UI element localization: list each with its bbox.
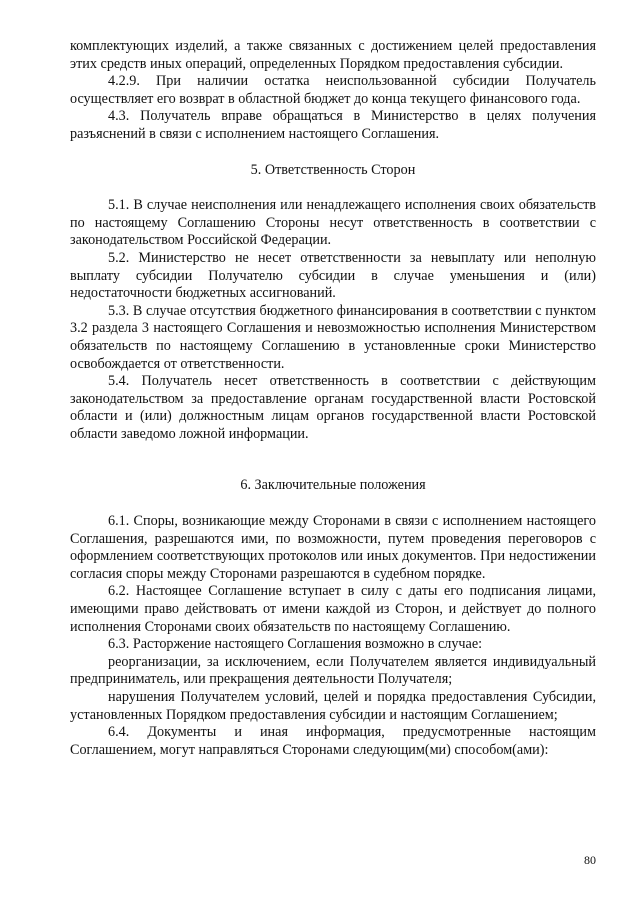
paragraph-6-3-item-violation: нарушения Получателем условий, целей и порядка предоставления Субсидии, установленных Порядком предоставления субсидии и настоящим Соглашением;	[70, 689, 596, 723]
paragraph-6-3-item-reorganization: реорганизации, за исключением, если Получателем является индивидуальный предприниматель, или прекращения деятельности Получателя;	[70, 653, 596, 688]
paragraph-continuation: комплектующих изделий, а также связанных с достижением целей предоставления этих средств иных операций, определенных Порядком предоставления субсидии.	[70, 38, 596, 72]
page-content	[70, 38, 596, 759]
paragraph-5-3: 5.3. В случае отсутствия бюджетного финансирования в соответствии с пунктом 3.2 раздела 3 настоящего Соглашения и невозможностью исполнения Министерством обязательств по настоящему Соглашению в установленные сроки Министерство освобождается от ответственности.	[70, 302, 596, 372]
paragraph-6-1: 6.1. Споры, возникающие между Сторонами в связи с исполнением настоящего Соглашения, разрешаются ими, по возможности, путем проведения переговоров с оформлением соответствующих протоколов или иных документов. При недостижении согласия споры между Сторонами разрешаются в судебном порядке.	[70, 513, 596, 582]
paragraph-4-3: 4.3. Получатель вправе обращаться в Министерство в целях получения разъяснений в связи с исполнением настоящего Соглашения.	[70, 108, 596, 142]
paragraph-5-4: 5.4. Получатель несет ответственность в соответствии с действующим законодательством за предоставление органам государственной власти Ростовской области и (или) должностным лицам органов государственной власти Ростовской области заведомо ложной информации.	[70, 373, 596, 442]
section-6-heading: 6. Заключительные положения	[240, 477, 426, 494]
paragraph-6-4: 6.4. Документы и иная информация, предусмотренные настоящим Соглашением, могут направляться Сторонами следующим(ми) способом(ами):	[70, 724, 596, 758]
section-5-heading: 5. Ответственность Сторон	[250, 161, 416, 178]
paragraph-6-3: 6.3. Расторжение настоящего Соглашения возможно в случае:	[108, 636, 483, 653]
paragraph-5-2: 5.2. Министерство не несет ответственности за невыплату или неполную выплату субсидии Получателю субсидии в случае уменьшения и (или) недостаточности бюджетных ассигнований.	[70, 249, 596, 302]
page-number: 80	[584, 853, 596, 867]
paragraph-6-2: 6.2. Настоящее Соглашение вступает в силу с даты его подписания лицами, имеющими право действовать от имени каждой из Сторон, и действует до полного исполнения Сторонами своих обязательств по настоящему Соглашению.	[70, 583, 596, 635]
paragraph-4-2-9: 4.2.9. При наличии остатка неиспользованной субсидии Получатель осуществляет его возврат в областной бюджет до конца текущего финансового года.	[70, 73, 596, 107]
paragraph-5-1: 5.1. В случае неисполнения или ненадлежащего исполнения своих обязательств по настоящему Соглашению Стороны несут ответственность в соответствии с законодательством Российской Федерации.	[70, 197, 596, 249]
